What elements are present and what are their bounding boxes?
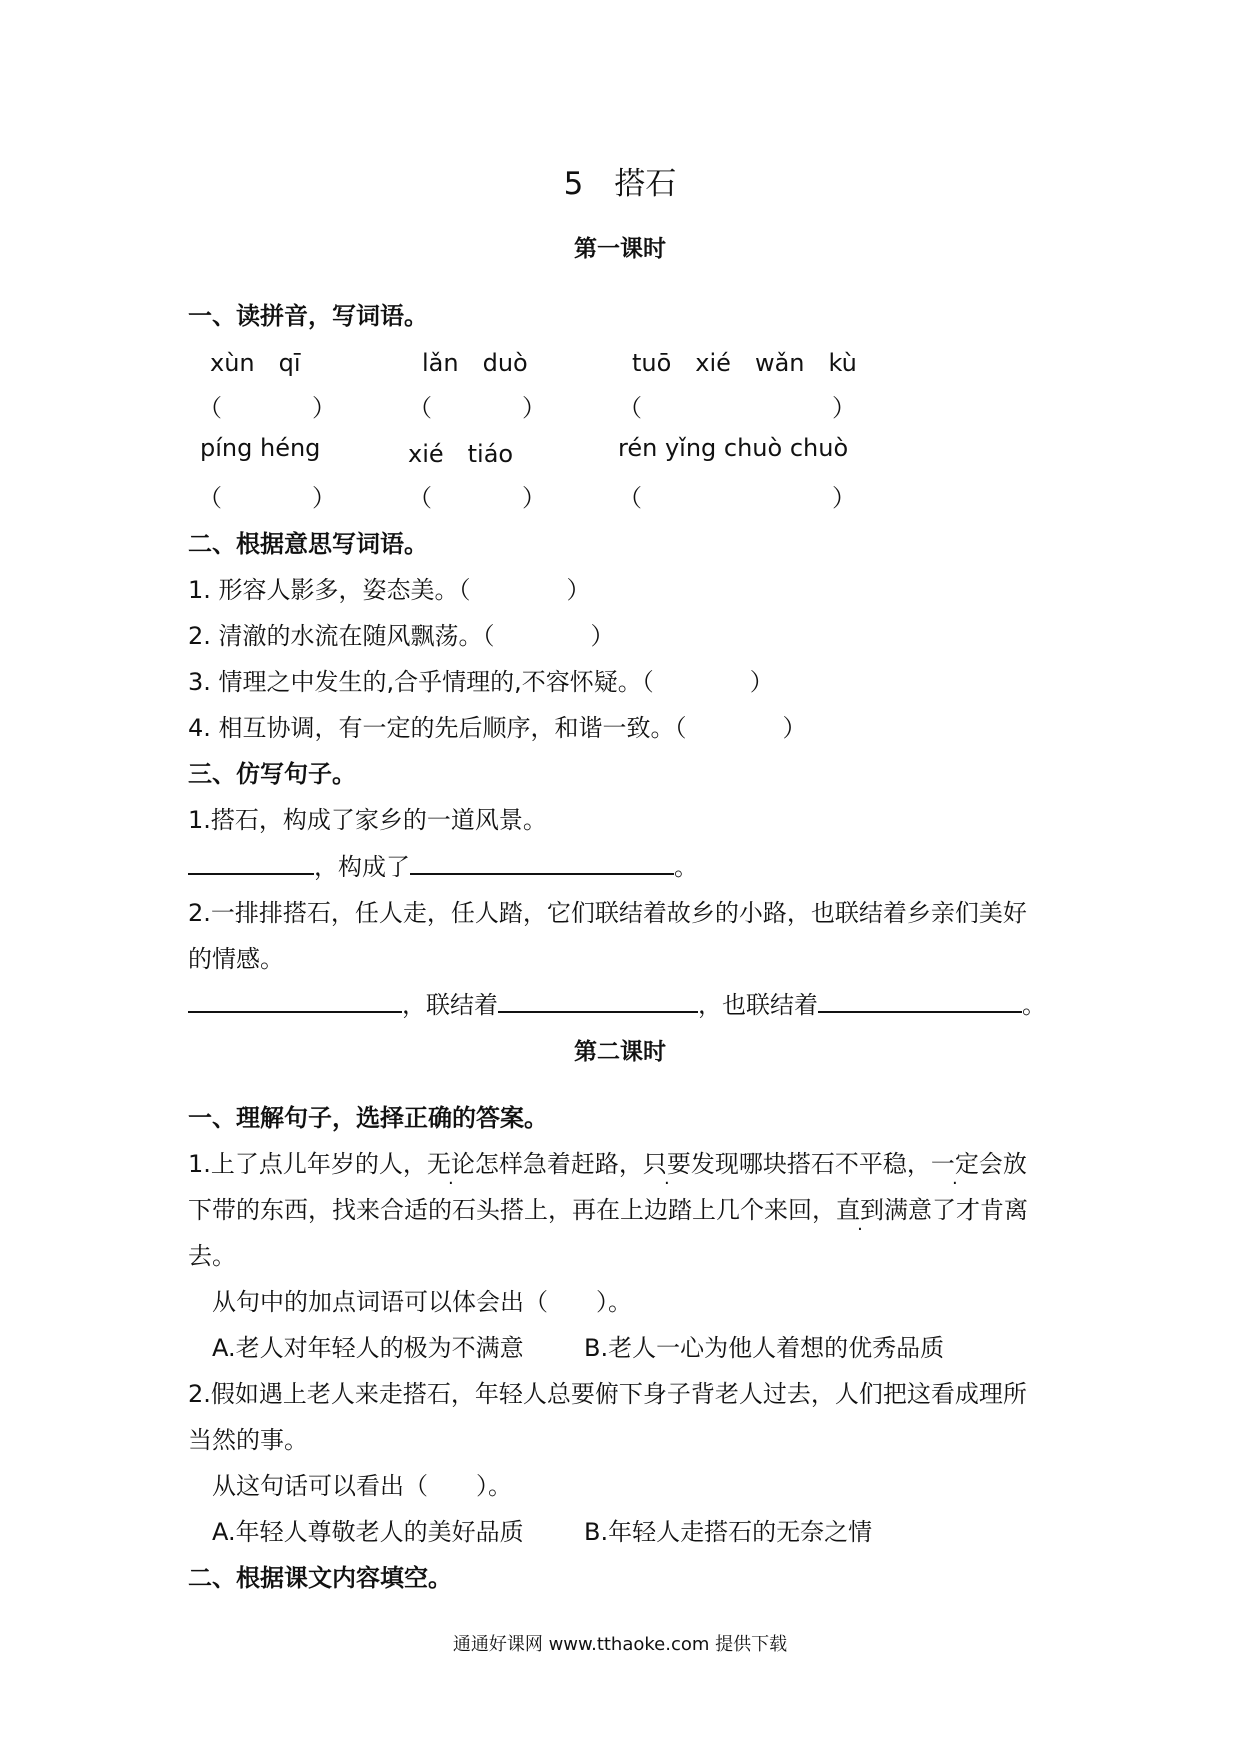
question-sentence: 去。 xyxy=(188,1242,236,1270)
pinyin-item: tuō xié wǎn kù xyxy=(632,349,857,377)
sentence-part: 下带的东西，找来合适的石头搭上，再在上边踏上几个来回， xyxy=(188,1196,836,1224)
fill-line xyxy=(188,847,698,882)
answer-paren-open: （ xyxy=(408,484,432,512)
pinyin-item: píng héng xyxy=(200,434,321,462)
example-sentence: 的情感。 xyxy=(188,945,284,973)
question-sentence xyxy=(188,1144,1027,1179)
answer-blank[interactable] xyxy=(188,849,314,875)
answer-paren-open: （ xyxy=(618,394,642,422)
option-a[interactable]: A.年轻人尊敬老人的美好品质 xyxy=(212,1518,524,1546)
question-item: 4. 相互协调，有一定的先后顺序，和谐一致。（ ） xyxy=(188,714,807,742)
answer-paren-open: （ xyxy=(198,484,222,512)
footer-source: 通通好课网 www.tthaoke.com 提供下载 xyxy=(452,1634,788,1655)
answer-paren-open: （ xyxy=(198,394,222,422)
fill-text: ，也联结着 xyxy=(698,991,818,1019)
sentence-part: 1.上了点儿年岁的人， xyxy=(188,1150,427,1178)
section-heading-imitate: 三、仿写句子。 xyxy=(188,760,356,788)
fill-text: ，联结着 xyxy=(402,991,498,1019)
example-sentence: 1.搭石，构成了家乡的一道风景。 xyxy=(188,806,547,834)
pinyin-item: xié tiáo xyxy=(408,440,514,468)
dotted-word: 一定 xyxy=(930,1150,979,1178)
answer-paren-close: ） xyxy=(312,394,336,422)
answer-blank[interactable] xyxy=(188,987,402,1013)
option-a[interactable]: A.老人对年轻人的极为不满意 xyxy=(212,1334,524,1362)
sentence-part: 发现哪块搭石不平稳， xyxy=(690,1150,931,1178)
fill-text: 。 xyxy=(1022,991,1046,1019)
section-heading-pinyin: 一、读拼音，写词语。 xyxy=(188,302,428,330)
section-heading-understand: 一、理解句子，选择正确的答案。 xyxy=(188,1104,548,1132)
answer-paren-close: ） xyxy=(832,484,856,512)
pinyin-item: rén yǐng chuò chuò xyxy=(618,434,849,462)
sentence-part: 怎样急着赶路， xyxy=(474,1150,643,1178)
question-item: 2. 清澈的水流在随风飘荡。（ ） xyxy=(188,622,615,650)
answer-paren-open: （ xyxy=(618,484,642,512)
answer-paren-close: ） xyxy=(522,484,546,512)
option-b[interactable]: B.老人一心为他人着想的优秀品质 xyxy=(584,1334,945,1362)
question-item: 3. 情理之中发生的,合乎情理的,不容怀疑。（ ） xyxy=(188,668,774,696)
fill-line xyxy=(188,985,1046,1020)
pinyin-item: lǎn duò xyxy=(422,349,528,377)
lesson-heading-1: 第一课时 xyxy=(574,236,666,262)
dotted-word: 直到 xyxy=(836,1196,884,1224)
answer-blank[interactable] xyxy=(818,987,1022,1013)
answer-paren-open: （ xyxy=(408,394,432,422)
question-item: 1. 形容人影多，姿态美。（ ） xyxy=(188,576,591,604)
question-prompt: 从这句话可以看出（ ）。 xyxy=(212,1472,512,1500)
answer-paren-close: ） xyxy=(522,394,546,422)
sentence-part: 会放 xyxy=(978,1150,1027,1178)
answer-paren-close: ） xyxy=(312,484,336,512)
answer-paren-close: ） xyxy=(832,394,856,422)
section-heading-fill: 二、根据课文内容填空。 xyxy=(188,1564,452,1592)
lesson-heading-2: 第二课时 xyxy=(574,1039,666,1065)
pinyin-item: xùn qī xyxy=(210,349,301,377)
example-sentence: 2.一排排搭石，任人走，任人踏，它们联结着故乡的小路，也联结着乡亲们美好 xyxy=(188,899,1027,927)
question-sentence: 2.假如遇上老人来走搭石，年轻人总要俯下身子背老人过去，人们把这看成理所 xyxy=(188,1380,1027,1408)
fill-text: 。 xyxy=(674,853,698,881)
section-heading-meaning: 二、根据意思写词语。 xyxy=(188,530,428,558)
dotted-word: 只要 xyxy=(642,1150,691,1178)
question-prompt: 从句中的加点词语可以体会出（ ）。 xyxy=(212,1288,632,1316)
question-sentence xyxy=(188,1190,1028,1225)
dotted-word: 无论 xyxy=(426,1150,475,1178)
answer-blank[interactable] xyxy=(410,849,674,875)
answer-blank[interactable] xyxy=(498,987,698,1013)
sentence-part: 满意了才肯离 xyxy=(884,1196,1028,1224)
option-b[interactable]: B.年轻人走搭石的无奈之情 xyxy=(584,1518,873,1546)
fill-text: ，构成了 xyxy=(314,853,410,881)
page-title: 5 搭石 xyxy=(563,166,677,202)
question-sentence: 当然的事。 xyxy=(188,1426,308,1454)
